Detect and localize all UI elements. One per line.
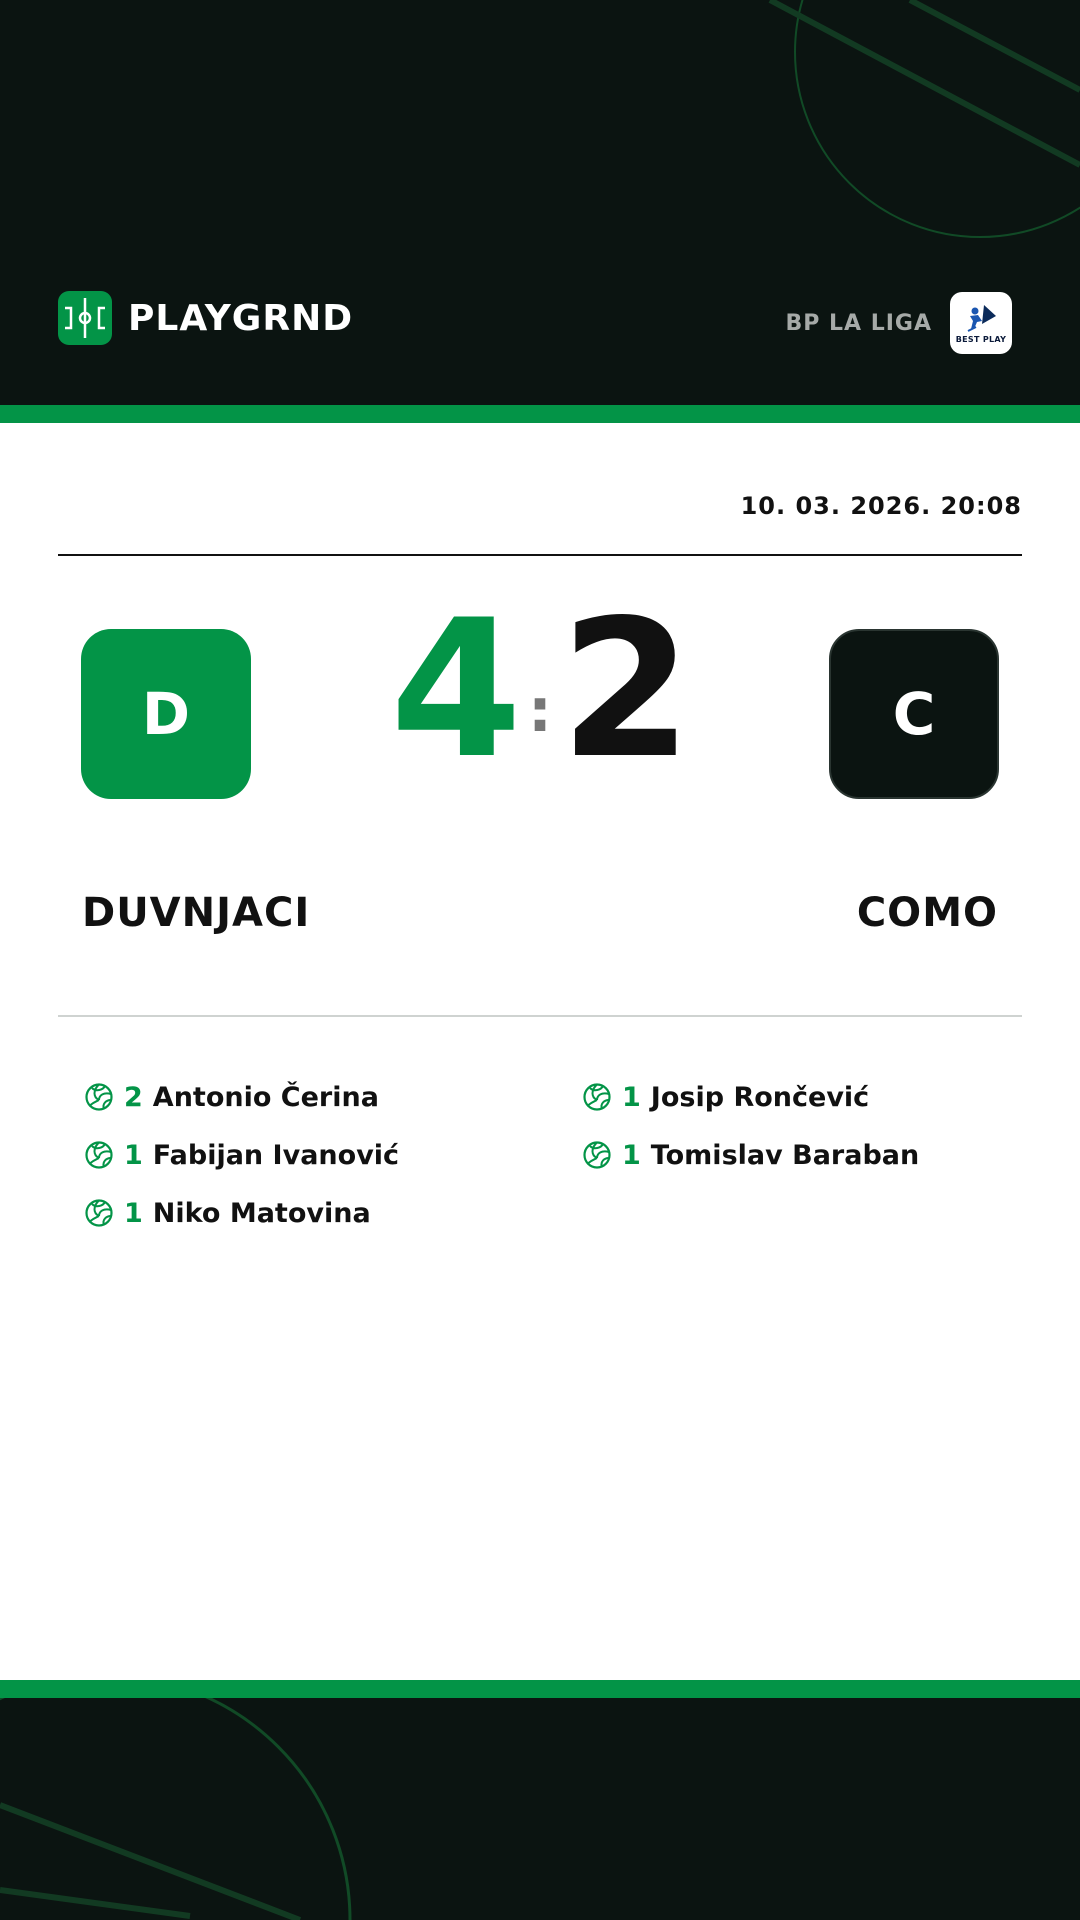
player-icon <box>962 302 1000 334</box>
header <box>0 0 1080 405</box>
player-name: Antonio Čerina <box>152 1081 379 1113</box>
home-team-crest[interactable] <box>81 629 251 799</box>
accent-stripe-bottom <box>0 1680 1080 1698</box>
scorer-item[interactable] <box>582 1126 919 1184</box>
brand[interactable] <box>58 291 353 345</box>
away-team-initial: C <box>892 680 936 748</box>
away-team-crest[interactable] <box>829 629 999 799</box>
home-score: 4 <box>390 579 523 800</box>
ball-icon <box>84 1082 114 1112</box>
away-team-name[interactable]: COMO <box>856 890 998 936</box>
scorer-item[interactable] <box>84 1068 399 1126</box>
divider <box>58 554 1022 556</box>
home-team-initial: D <box>141 680 191 748</box>
scorer-item[interactable] <box>582 1068 919 1126</box>
pitch-lines-decoration <box>0 1698 1080 1920</box>
goal-count: 1 <box>622 1081 641 1113</box>
player-name: Tomislav Baraban <box>650 1139 920 1171</box>
scorer-item[interactable] <box>84 1126 399 1184</box>
goal-count: 1 <box>622 1139 641 1171</box>
ball-icon <box>84 1198 114 1228</box>
home-team-name[interactable]: DUVNJACI <box>82 890 311 936</box>
footer <box>0 1698 1080 1920</box>
player-name: Niko Matovina <box>152 1197 371 1229</box>
player-name: Josip Rončević <box>650 1081 870 1113</box>
brand-name: PLAYGRND <box>128 297 354 339</box>
league[interactable] <box>785 292 1012 354</box>
ball-icon <box>84 1140 114 1170</box>
ball-icon <box>582 1082 612 1112</box>
home-scorers-list <box>84 1068 399 1242</box>
pitch-icon <box>58 291 112 345</box>
league-name: BP LA LIGA <box>785 310 932 336</box>
match-datetime: 10. 03. 2026. 20:08 <box>740 492 1022 520</box>
divider <box>58 1015 1022 1017</box>
accent-stripe-top <box>0 405 1080 423</box>
league-badge-text: BEST PLAY <box>955 335 1007 344</box>
league-badge <box>950 292 1012 354</box>
scorer-item[interactable] <box>84 1184 399 1242</box>
goal-count: 1 <box>124 1139 143 1171</box>
player-name: Fabijan Ivanović <box>152 1139 400 1171</box>
away-score: 2 <box>560 579 693 800</box>
goal-count: 1 <box>124 1197 143 1229</box>
score-separator: : <box>528 676 552 746</box>
goal-count: 2 <box>124 1081 143 1113</box>
away-scorers-list <box>582 1068 919 1184</box>
ball-icon <box>582 1140 612 1170</box>
